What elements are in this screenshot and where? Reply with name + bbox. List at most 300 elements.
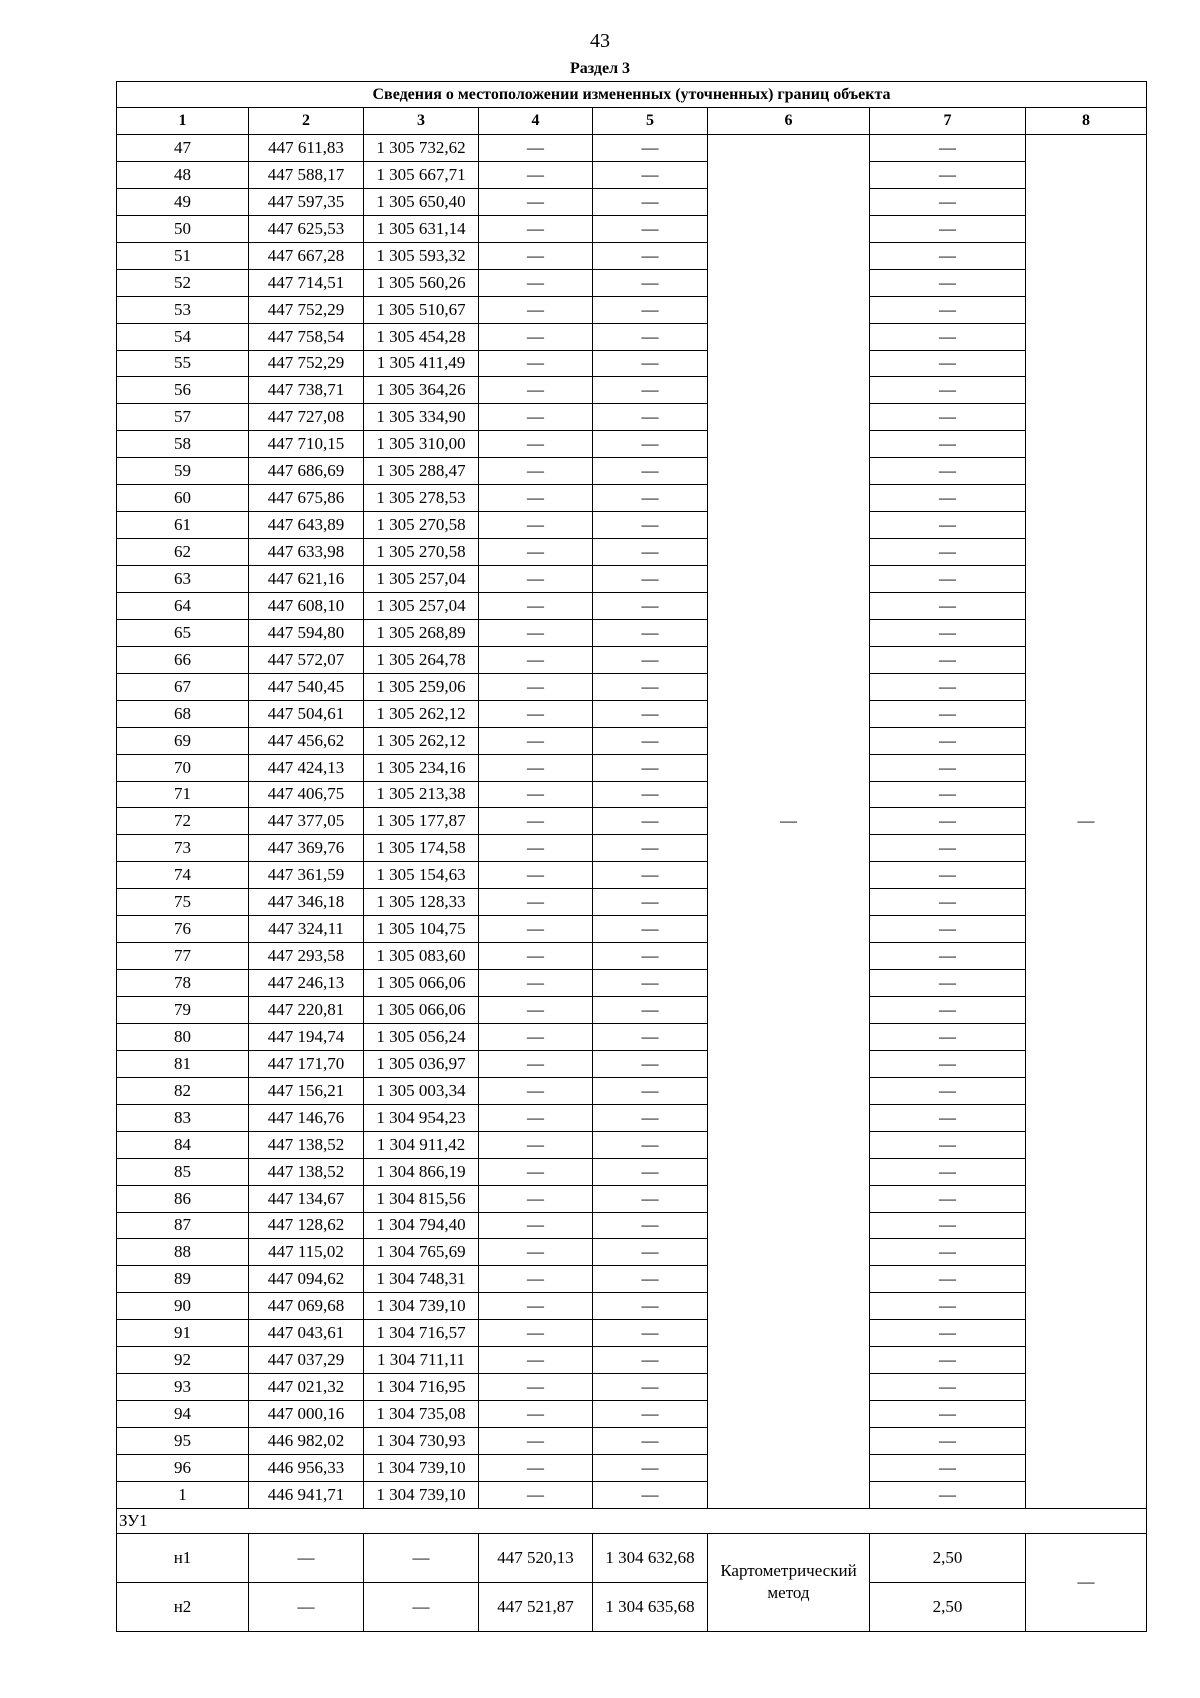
table-row (117, 1293, 1147, 1320)
coord-y-new: — (593, 215, 708, 242)
coord-y-old: 1 305 003,34 (364, 1077, 479, 1104)
method-text: Картометрический метод (720, 1561, 857, 1603)
table-row (117, 161, 1147, 188)
coord-y-old: 1 305 560,26 (364, 269, 479, 296)
accuracy-cell: — (870, 619, 1026, 646)
coord-x-new: — (479, 512, 593, 539)
coord-y-old: 1 305 066,06 (364, 997, 479, 1024)
accuracy-cell: — (870, 997, 1026, 1024)
point-number: 73 (117, 835, 249, 862)
accuracy-cell: — (870, 431, 1026, 458)
accuracy-cell: — (870, 404, 1026, 431)
coord-x-new: — (479, 727, 593, 754)
point-number: 68 (117, 700, 249, 727)
accuracy-cell: — (870, 1239, 1026, 1266)
accuracy-cell: — (870, 1320, 1026, 1347)
point-number: 95 (117, 1428, 249, 1455)
coord-y-new: 1 304 635,68 (593, 1582, 708, 1631)
coord-y-new: — (593, 1185, 708, 1212)
point-number: 47 (117, 135, 249, 162)
coord-x-new: — (479, 646, 593, 673)
point-number: 86 (117, 1185, 249, 1212)
accuracy-cell: — (870, 1293, 1026, 1320)
coord-x-new: — (479, 1374, 593, 1401)
description-cell: — (1026, 1533, 1147, 1631)
coord-x-old: 447 293,58 (249, 943, 364, 970)
point-number: 65 (117, 619, 249, 646)
point-number: 51 (117, 242, 249, 269)
point-number: 66 (117, 646, 249, 673)
coord-x-new: — (479, 1401, 593, 1428)
coord-x-old: 447 727,08 (249, 404, 364, 431)
point-number: 74 (117, 862, 249, 889)
table-row (117, 431, 1147, 458)
coord-x-new: — (479, 215, 593, 242)
accuracy-cell: 2,50 (870, 1582, 1026, 1631)
coord-x-old: 447 377,05 (249, 808, 364, 835)
coord-y-old: 1 304 716,57 (364, 1320, 479, 1347)
point-number: 80 (117, 1023, 249, 1050)
coord-x-new: — (479, 1077, 593, 1104)
coord-y-old: 1 305 264,78 (364, 646, 479, 673)
coord-x-old: 447 686,69 (249, 458, 364, 485)
coord-y-new: — (593, 1401, 708, 1428)
accuracy-cell: — (870, 1347, 1026, 1374)
point-number: 77 (117, 943, 249, 970)
coord-y-new: — (593, 1320, 708, 1347)
coord-y-old: 1 305 128,33 (364, 889, 479, 916)
coord-x-old: 447 246,13 (249, 970, 364, 997)
header-col-1: 1 (117, 108, 249, 135)
point-number: 90 (117, 1293, 249, 1320)
point-number: 78 (117, 970, 249, 997)
coord-y-new: — (593, 269, 708, 296)
page-number: 43 (590, 30, 610, 52)
coord-x-old: 447 406,75 (249, 781, 364, 808)
accuracy-cell: — (870, 1454, 1026, 1481)
coord-x-old: 447 021,32 (249, 1374, 364, 1401)
coord-y-new: — (593, 835, 708, 862)
table-row (117, 485, 1147, 512)
header-col-4: 4 (479, 108, 593, 135)
header-col-5: 5 (593, 108, 708, 135)
coord-x-new: — (479, 1239, 593, 1266)
table-row (117, 997, 1147, 1024)
table-row (117, 1239, 1147, 1266)
coord-x-old: 447 069,68 (249, 1293, 364, 1320)
point-number: н1 (117, 1533, 249, 1582)
coord-y-old: 1 305 334,90 (364, 404, 479, 431)
coord-x-old: 447 633,98 (249, 539, 364, 566)
description-cell: — (1026, 135, 1147, 1509)
header-col-8: 8 (1026, 108, 1147, 135)
accuracy-cell: — (870, 323, 1026, 350)
table-row (117, 512, 1147, 539)
coord-x-old: 447 324,11 (249, 916, 364, 943)
coord-x-old: 447 128,62 (249, 1212, 364, 1239)
table-row (117, 1347, 1147, 1374)
coord-y-old: 1 305 257,04 (364, 592, 479, 619)
coord-y-old: 1 304 739,10 (364, 1454, 479, 1481)
accuracy-cell: — (870, 512, 1026, 539)
coord-x-old: 447 138,52 (249, 1131, 364, 1158)
accuracy-cell: — (870, 1131, 1026, 1158)
coord-y-new: — (593, 781, 708, 808)
group-label-row (117, 1508, 1147, 1533)
table-header-row (117, 108, 1147, 135)
accuracy-cell: — (870, 485, 1026, 512)
coord-y-new: — (593, 1266, 708, 1293)
table-row (117, 350, 1147, 377)
coord-y-new: — (593, 539, 708, 566)
coord-y-new: — (593, 754, 708, 781)
accuracy-cell: — (870, 1185, 1026, 1212)
coord-x-old: 447 710,15 (249, 431, 364, 458)
table-row (117, 916, 1147, 943)
table-row (117, 1023, 1147, 1050)
accuracy-cell: — (870, 377, 1026, 404)
coord-y-old: 1 305 177,87 (364, 808, 479, 835)
table-row (117, 269, 1147, 296)
point-number: 49 (117, 188, 249, 215)
coord-x-old: 447 138,52 (249, 1158, 364, 1185)
coord-x-new: — (479, 161, 593, 188)
coord-y-new: — (593, 646, 708, 673)
coord-x-new: — (479, 1104, 593, 1131)
point-number: 96 (117, 1454, 249, 1481)
coord-x-new: — (479, 1320, 593, 1347)
coord-y-new: — (593, 1454, 708, 1481)
coord-x-new: — (479, 1293, 593, 1320)
coord-y-old: 1 304 954,23 (364, 1104, 479, 1131)
coord-x-old: 447 504,61 (249, 700, 364, 727)
table-row (117, 1158, 1147, 1185)
point-number: 81 (117, 1050, 249, 1077)
group-label: ЗУ1 (117, 1508, 1147, 1533)
coord-y-new: — (593, 377, 708, 404)
point-number: 60 (117, 485, 249, 512)
accuracy-cell: — (870, 1077, 1026, 1104)
point-number: 85 (117, 1158, 249, 1185)
coord-y-old: 1 305 510,67 (364, 296, 479, 323)
coord-y-old: 1 304 815,56 (364, 1185, 479, 1212)
accuracy-cell: — (870, 188, 1026, 215)
accuracy-cell: — (870, 754, 1026, 781)
coord-y-new: — (593, 619, 708, 646)
coord-x-new: — (479, 566, 593, 593)
coord-y-new: — (593, 862, 708, 889)
table-row (117, 1428, 1147, 1455)
coord-y-new: — (593, 1374, 708, 1401)
coord-y-new: — (593, 135, 708, 162)
table-row (117, 673, 1147, 700)
accuracy-cell: — (870, 889, 1026, 916)
accuracy-cell: — (870, 592, 1026, 619)
coord-y-new: — (593, 188, 708, 215)
coord-x-new: — (479, 404, 593, 431)
point-number: 71 (117, 781, 249, 808)
coord-x-old: 447 540,45 (249, 673, 364, 700)
coord-y-old: 1 305 259,06 (364, 673, 479, 700)
table-row (117, 754, 1147, 781)
point-number: 79 (117, 997, 249, 1024)
coord-y-new: — (593, 242, 708, 269)
table-row (117, 889, 1147, 916)
coord-x-new: — (479, 242, 593, 269)
coord-y-old: 1 305 234,16 (364, 754, 479, 781)
accuracy-cell: — (870, 1481, 1026, 1508)
coord-y-old: 1 305 262,12 (364, 700, 479, 727)
coord-x-new: — (479, 835, 593, 862)
point-number: 91 (117, 1320, 249, 1347)
table-row (117, 862, 1147, 889)
coord-y-old: — (364, 1582, 479, 1631)
coord-y-old: 1 305 364,26 (364, 377, 479, 404)
table-row (117, 970, 1147, 997)
table-row (117, 1401, 1147, 1428)
table-row (117, 1050, 1147, 1077)
coord-y-old: 1 305 593,32 (364, 242, 479, 269)
coord-y-old: 1 305 278,53 (364, 485, 479, 512)
coord-y-old: 1 304 866,19 (364, 1158, 479, 1185)
table-row (117, 377, 1147, 404)
coord-x-old: 447 752,29 (249, 350, 364, 377)
table-row (117, 835, 1147, 862)
point-number: 1 (117, 1481, 249, 1508)
table-caption: Сведения о местоположении измененных (уточненных) границ объекта (117, 82, 1147, 108)
accuracy-cell: — (870, 808, 1026, 835)
accuracy-cell: — (870, 862, 1026, 889)
accuracy-cell: — (870, 135, 1026, 162)
coord-x-new: — (479, 135, 593, 162)
coord-x-new: — (479, 700, 593, 727)
accuracy-cell: — (870, 1428, 1026, 1455)
point-number: 61 (117, 512, 249, 539)
coord-x-new: — (479, 754, 593, 781)
coord-x-old: 447 625,53 (249, 215, 364, 242)
point-number: 69 (117, 727, 249, 754)
header-col-7: 7 (870, 108, 1026, 135)
coord-x-new: — (479, 1023, 593, 1050)
point-number: 59 (117, 458, 249, 485)
coord-x-new: — (479, 943, 593, 970)
coord-x-old: 447 456,62 (249, 727, 364, 754)
table-row (117, 404, 1147, 431)
table-row (117, 458, 1147, 485)
table-row (117, 566, 1147, 593)
coord-x-new: — (479, 188, 593, 215)
table-row (117, 1481, 1147, 1508)
table-row (117, 1454, 1147, 1481)
coord-x-old: 447 424,13 (249, 754, 364, 781)
coord-x-new: — (479, 673, 593, 700)
coord-y-new: — (593, 323, 708, 350)
coord-x-old: 447 643,89 (249, 512, 364, 539)
table-row (117, 619, 1147, 646)
accuracy-cell: — (870, 1266, 1026, 1293)
accuracy-cell: — (870, 1374, 1026, 1401)
coord-y-new: — (593, 431, 708, 458)
coord-x-new: — (479, 1185, 593, 1212)
header-col-2: 2 (249, 108, 364, 135)
coord-x-new: — (479, 781, 593, 808)
accuracy-cell: — (870, 1023, 1026, 1050)
accuracy-cell: — (870, 161, 1026, 188)
method-cell: — (708, 135, 870, 1509)
accuracy-cell: — (870, 646, 1026, 673)
coord-x-old: 447 608,10 (249, 592, 364, 619)
accuracy-cell: — (870, 242, 1026, 269)
point-number: 63 (117, 566, 249, 593)
coord-x-new: — (479, 1266, 593, 1293)
coord-y-new: — (593, 943, 708, 970)
point-number: 82 (117, 1077, 249, 1104)
table-row (117, 1185, 1147, 1212)
coord-y-new: — (593, 485, 708, 512)
coord-x-old: — (249, 1533, 364, 1582)
coord-x-old: 447 597,35 (249, 188, 364, 215)
accuracy-cell: — (870, 700, 1026, 727)
point-number: 93 (117, 1374, 249, 1401)
table-row (117, 215, 1147, 242)
accuracy-cell: — (870, 269, 1026, 296)
table-row (117, 700, 1147, 727)
coord-x-old: 447 758,54 (249, 323, 364, 350)
coord-y-old: 1 305 310,00 (364, 431, 479, 458)
coord-y-old: 1 304 911,42 (364, 1131, 479, 1158)
coord-y-new: — (593, 1050, 708, 1077)
coord-y-old: 1 304 730,93 (364, 1428, 479, 1455)
point-number: 92 (117, 1347, 249, 1374)
accuracy-cell: — (870, 1401, 1026, 1428)
point-number: н2 (117, 1582, 249, 1631)
coord-x-new: — (479, 1454, 593, 1481)
coord-x-old: 447 621,16 (249, 566, 364, 593)
coord-y-old: 1 305 288,47 (364, 458, 479, 485)
coord-x-new: — (479, 1131, 593, 1158)
table-row (117, 296, 1147, 323)
coord-x-new: 447 520,13 (479, 1533, 593, 1582)
coord-y-old: 1 305 257,04 (364, 566, 479, 593)
coord-y-new: — (593, 808, 708, 835)
coord-y-new: — (593, 889, 708, 916)
coord-y-old: 1 304 739,10 (364, 1481, 479, 1508)
coord-x-new: — (479, 862, 593, 889)
coord-x-old: 447 588,17 (249, 161, 364, 188)
coord-x-new: — (479, 1481, 593, 1508)
coord-y-old: 1 305 174,58 (364, 835, 479, 862)
accuracy-cell: — (870, 781, 1026, 808)
point-number: 62 (117, 539, 249, 566)
table-row (117, 1212, 1147, 1239)
table-row (117, 242, 1147, 269)
coord-x-old: — (249, 1582, 364, 1631)
header-col-3: 3 (364, 108, 479, 135)
table-row (117, 943, 1147, 970)
coord-y-old: 1 304 711,11 (364, 1347, 479, 1374)
coord-y-old: 1 305 083,60 (364, 943, 479, 970)
table-row (117, 592, 1147, 619)
coord-x-old: 447 369,76 (249, 835, 364, 862)
coord-x-new: — (479, 916, 593, 943)
coord-y-old: 1 305 650,40 (364, 188, 479, 215)
coord-y-old: 1 305 454,28 (364, 323, 479, 350)
coord-y-old: 1 305 732,62 (364, 135, 479, 162)
coord-y-old: 1 305 631,14 (364, 215, 479, 242)
table-row (117, 1104, 1147, 1131)
accuracy-cell: — (870, 835, 1026, 862)
coord-y-old: 1 304 735,08 (364, 1401, 479, 1428)
coord-x-old: 447 171,70 (249, 1050, 364, 1077)
coord-x-new: — (479, 1158, 593, 1185)
accuracy-cell: — (870, 296, 1026, 323)
table-row (117, 323, 1147, 350)
accuracy-cell: — (870, 916, 1026, 943)
coord-x-old: 447 714,51 (249, 269, 364, 296)
accuracy-cell: — (870, 673, 1026, 700)
point-number: 72 (117, 808, 249, 835)
coord-y-new: — (593, 970, 708, 997)
coord-x-new: — (479, 269, 593, 296)
point-number: 67 (117, 673, 249, 700)
point-number: 55 (117, 350, 249, 377)
point-number: 75 (117, 889, 249, 916)
coord-y-old: 1 304 739,10 (364, 1293, 479, 1320)
coord-y-new: — (593, 512, 708, 539)
table-row (117, 808, 1147, 835)
table-row (117, 135, 1147, 162)
coord-x-new: — (479, 539, 593, 566)
coord-y-new: — (593, 1428, 708, 1455)
coord-x-old: 446 941,71 (249, 1481, 364, 1508)
coord-x-new: — (479, 1050, 593, 1077)
coord-x-old: 447 667,28 (249, 242, 364, 269)
coord-x-old: 447 594,80 (249, 619, 364, 646)
coord-x-new: — (479, 619, 593, 646)
point-number: 84 (117, 1131, 249, 1158)
point-number: 88 (117, 1239, 249, 1266)
coord-y-old: 1 305 056,24 (364, 1023, 479, 1050)
coord-y-old: 1 305 213,38 (364, 781, 479, 808)
point-number: 50 (117, 215, 249, 242)
section-title: Раздел 3 (569, 60, 631, 77)
point-number: 87 (117, 1212, 249, 1239)
coord-x-old: 446 982,02 (249, 1428, 364, 1455)
point-number: 53 (117, 296, 249, 323)
coord-y-new: — (593, 1481, 708, 1508)
coord-x-new: — (479, 1428, 593, 1455)
coord-y-new: — (593, 1131, 708, 1158)
table-row (117, 727, 1147, 754)
coord-x-old: 447 094,62 (249, 1266, 364, 1293)
table-caption-row (117, 82, 1147, 108)
point-number: 64 (117, 592, 249, 619)
accuracy-cell: — (870, 1158, 1026, 1185)
coord-x-old: 447 000,16 (249, 1401, 364, 1428)
table-row (117, 539, 1147, 566)
accuracy-cell: — (870, 539, 1026, 566)
boundary-table (116, 81, 1147, 1632)
coord-y-new: — (593, 458, 708, 485)
coord-x-old: 447 361,59 (249, 862, 364, 889)
coord-x-new: — (479, 889, 593, 916)
coord-x-old: 446 956,33 (249, 1454, 364, 1481)
coord-x-old: 447 346,18 (249, 889, 364, 916)
coord-y-old: 1 304 765,69 (364, 1239, 479, 1266)
coord-x-new: — (479, 1347, 593, 1374)
coord-y-old: 1 305 154,63 (364, 862, 479, 889)
table-row (117, 646, 1147, 673)
